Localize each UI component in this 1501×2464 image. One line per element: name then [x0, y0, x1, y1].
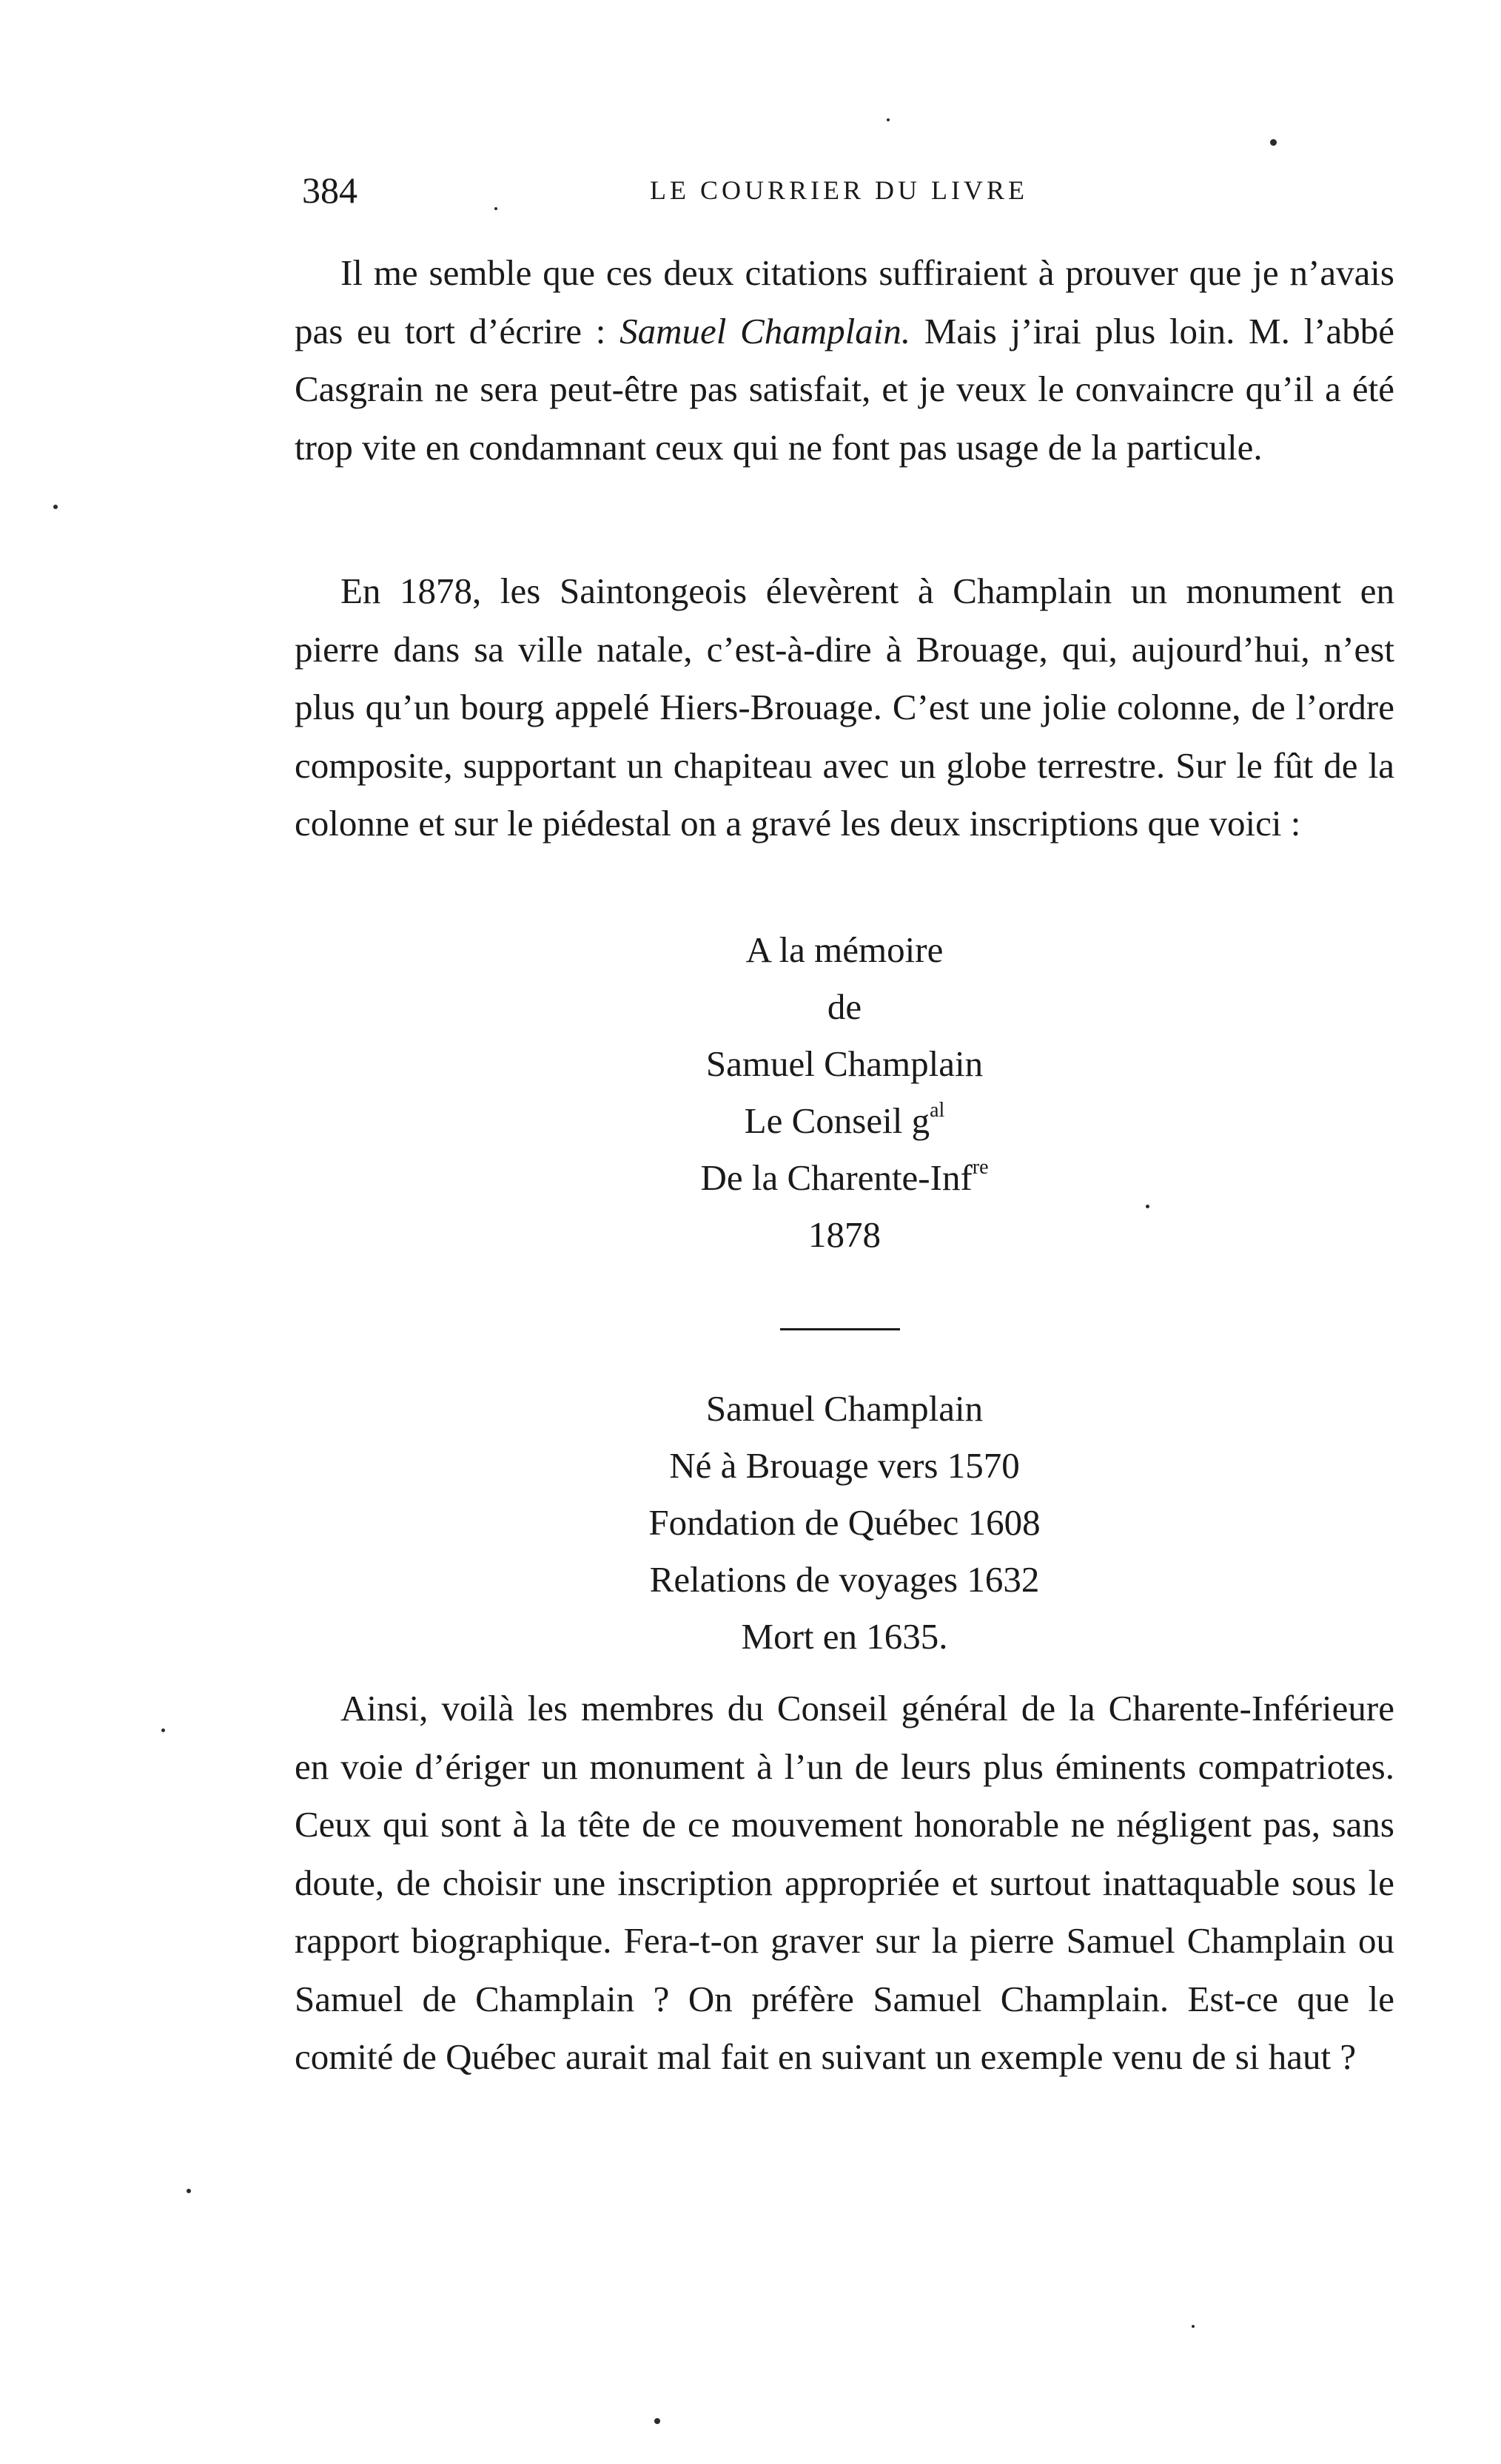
inscription-line: [295, 1092, 1394, 1149]
inscription-line: Relations de voyages 1632: [649, 1559, 1040, 1600]
scan-speck: [494, 207, 497, 210]
page-number: 384: [302, 169, 357, 211]
inscription-pedestal: [295, 1380, 1394, 1665]
scan-speck: [53, 505, 58, 509]
paragraph-text: En 1878, les Saintongeois élevèrent à Champlain un monument en pierre dans sa ville natale, c’est-à-dire à Brouage, qui, aujourd’hui, n’est plus qu’un bourg appelé Hiers-Brouage. C’est une jolie colonne, de l’ordre composite, supportant un chapiteau avec un globe terrestre. Sur le fût de la colonne et sur le piédestal on a gravé les deux inscriptions que voici :: [295, 570, 1394, 844]
inscription-line: A la mémoire: [745, 929, 944, 970]
inscription-line: Mort en 1635.: [741, 1616, 948, 1657]
inscription-line: de: [827, 986, 862, 1027]
scan-speck: [187, 2189, 191, 2193]
inscription-line: 1878: [808, 1214, 881, 1255]
scan-speck: [654, 2418, 660, 2424]
inscription-text: De la Charente-Inf: [700, 1157, 973, 1198]
superscript: re: [972, 1156, 989, 1179]
scan-speck: [1192, 2325, 1195, 2328]
inscription-text: Le Conseil g: [744, 1100, 930, 1141]
scan-speck: [887, 118, 890, 121]
scan-speck: [161, 1728, 165, 1732]
inscription-line: Fondation de Québec 1608: [648, 1502, 1041, 1543]
scan-speck: [1146, 1205, 1149, 1208]
paragraph-text: Ainsi, voilà les membres du Conseil général de la Charente-Inférieure en voie d’ériger un monument à l’un de leurs plus éminents compatriotes. Ceux qui sont à la tête de ce mouvement honorable ne négligent pas, sans doute, de choisir une inscription appropriée et surtout inattaquable sous le rapport biographique. Fera-t-on graver sur la pierre Samuel Champlain ou Samuel de Champlain ? On préfère Samuel Champlain. Est-ce que le comité de Québec aurait mal fait en suivant un exemple venu de si haut ?: [295, 1688, 1394, 2077]
inscription-column-shaft: [295, 921, 1394, 1263]
inscription-line: Né à Brouage vers 1570: [669, 1445, 1020, 1486]
inscription-line: [295, 1149, 1394, 1206]
paragraph-text: Mais j’irai plus loin. M. l’abbé Casgrain ne sera peut-être pas satisfait, et je veux le convaincre qu’il a été trop vite en condamnant ceux qui ne font pas usage de la particule.: [295, 310, 1394, 468]
superscript: al: [930, 1099, 945, 1122]
page-header: [302, 164, 1079, 216]
scan-speck: [1270, 139, 1277, 146]
inscription-line: Samuel Champlain: [705, 1043, 984, 1084]
running-head: LE COURRIER DU LIVRE: [650, 175, 1028, 205]
paragraph-citations: [295, 244, 1394, 477]
paragraph-monument: [295, 562, 1394, 853]
italic-title: Samuel Champlain.: [619, 310, 911, 351]
paragraph-text: Il me semble que ces deux citations suffiraient à prouver que je n’avais pas eu tort d’écrire :: [295, 252, 1394, 351]
separator-rule: [780, 1328, 900, 1330]
inscription-line: Samuel Champlain: [705, 1388, 984, 1429]
paragraph-conclusion: [295, 1680, 1394, 2087]
